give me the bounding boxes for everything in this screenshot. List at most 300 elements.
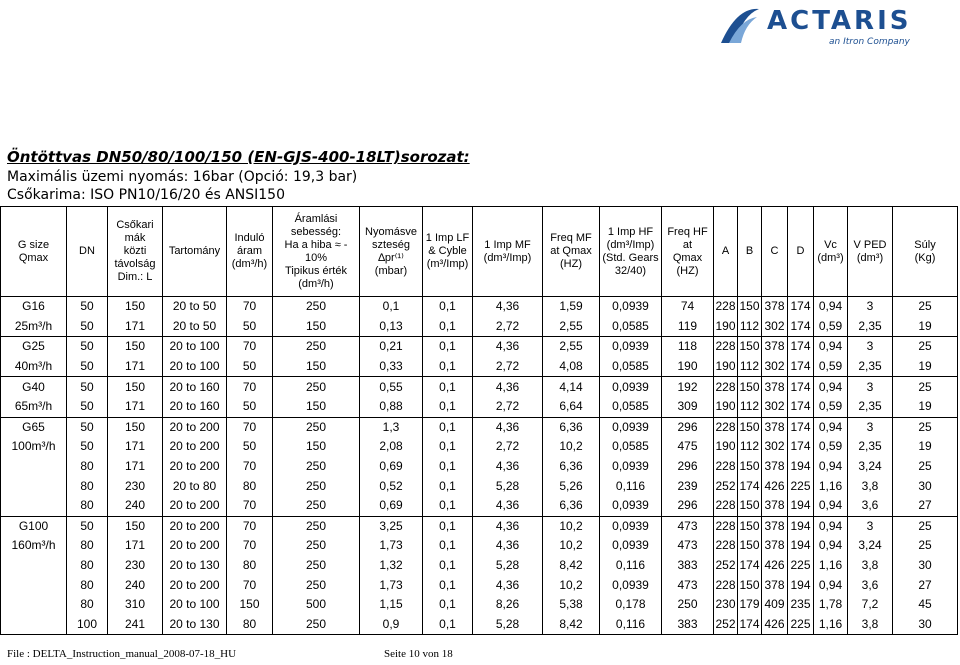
table-cell: 302: [762, 317, 788, 337]
table-cell: 302: [762, 437, 788, 457]
table-cell: 0,1: [423, 357, 473, 377]
table-cell: 228: [714, 417, 738, 437]
table-cell: 2,35: [848, 357, 893, 377]
table-cell: 0,59: [814, 397, 848, 417]
table-row: [1, 357, 958, 377]
table-cell: 0,1: [423, 417, 473, 437]
table-cell: 171: [108, 536, 163, 556]
qmax-label: 40m³/h: [1, 357, 67, 377]
g-size-label: G16: [1, 297, 67, 317]
table-cell: 50: [67, 437, 108, 457]
table-cell: 0,94: [814, 536, 848, 556]
table-cell: 112: [738, 397, 762, 417]
table-cell: 0,0939: [600, 575, 662, 595]
table-cell: 70: [227, 536, 273, 556]
table-cell: 5,26: [543, 476, 600, 496]
table-cell: 378: [762, 377, 788, 397]
table-cell: 0,116: [600, 476, 662, 496]
table-cell: 20 to 160: [163, 397, 227, 417]
table-cell: 20 to 200: [163, 417, 227, 437]
table-cell: 174: [788, 297, 814, 317]
table-cell: 20 to 50: [163, 297, 227, 317]
table-cell: 473: [662, 575, 714, 595]
g-size-label: G25: [1, 337, 67, 357]
table-cell: 174: [738, 615, 762, 635]
table-cell: 4,36: [473, 457, 543, 477]
g-size-cell: [1, 595, 67, 615]
table-cell: 0,0939: [600, 297, 662, 317]
table-cell: 70: [227, 297, 273, 317]
table-cell: 378: [762, 496, 788, 516]
table-cell: 20 to 130: [163, 556, 227, 576]
table-cell: 0,88: [360, 397, 423, 417]
table-cell: 50: [67, 417, 108, 437]
table-cell: 6,64: [543, 397, 600, 417]
footer-page-number: Seite 10 von 18: [384, 648, 453, 660]
table-cell: 174: [788, 437, 814, 457]
table-cell: 0,9: [360, 615, 423, 635]
table-cell: 250: [273, 496, 360, 516]
qmax-label: 65m³/h: [1, 397, 67, 417]
table-cell: 20 to 80: [163, 476, 227, 496]
g-size-label: G65: [1, 417, 67, 437]
table-cell: 20 to 200: [163, 536, 227, 556]
column-header: 1 Imp LF & Cyble (m³/Imp): [423, 207, 473, 297]
table-cell: 20 to 200: [163, 437, 227, 457]
table-cell: 194: [788, 496, 814, 516]
table-cell: 0,1: [423, 595, 473, 615]
table-cell: 0,52: [360, 476, 423, 496]
table-cell: 252: [714, 556, 738, 576]
table-cell: 383: [662, 615, 714, 635]
table-cell: 25: [893, 536, 958, 556]
table-cell: 250: [273, 457, 360, 477]
table-cell: 50: [227, 397, 273, 417]
table-cell: 27: [893, 496, 958, 516]
table-cell: 150: [738, 337, 762, 357]
table-cell: 3: [848, 377, 893, 397]
table-cell: 150: [108, 377, 163, 397]
table-cell: 150: [108, 516, 163, 536]
table-cell: 500: [273, 595, 360, 615]
table-cell: 250: [273, 417, 360, 437]
table-cell: 1,73: [360, 536, 423, 556]
table-cell: 174: [788, 397, 814, 417]
table-cell: 174: [738, 476, 762, 496]
table-cell: 3: [848, 417, 893, 437]
table-cell: 80: [227, 556, 273, 576]
table-cell: 0,1: [423, 575, 473, 595]
table-cell: 6,36: [543, 457, 600, 477]
table-row: [1, 417, 958, 437]
table-row: [1, 377, 958, 397]
table-cell: 0,94: [814, 496, 848, 516]
column-header: 1 Imp HF (dm³/Imp) (Std. Gears 32/40): [600, 207, 662, 297]
table-cell: 190: [714, 357, 738, 377]
table-cell: 0,1: [423, 476, 473, 496]
table-cell: 225: [788, 476, 814, 496]
footer-file: File : DELTA_Instruction_manual_2008-07-18_HU: [7, 648, 237, 660]
table-cell: 0,0939: [600, 417, 662, 437]
table-cell: 225: [788, 615, 814, 635]
table-cell: 10,2: [543, 437, 600, 457]
table-cell: 25: [893, 337, 958, 357]
table-cell: 235: [788, 595, 814, 615]
table-cell: 0,1: [423, 457, 473, 477]
table-cell: 426: [762, 615, 788, 635]
table-header-row: [1, 207, 958, 297]
table-row: [1, 595, 958, 615]
table-cell: 0,0585: [600, 317, 662, 337]
column-header: A: [714, 207, 738, 297]
table-cell: 20 to 50: [163, 317, 227, 337]
table-cell: 80: [67, 595, 108, 615]
table-cell: 473: [662, 516, 714, 536]
column-header: B: [738, 207, 762, 297]
table-cell: 190: [662, 357, 714, 377]
table-cell: 0,0585: [600, 357, 662, 377]
table-cell: 80: [67, 536, 108, 556]
table-cell: 0,33: [360, 357, 423, 377]
table-cell: 3: [848, 337, 893, 357]
table-cell: 70: [227, 457, 273, 477]
table-cell: 0,1: [423, 317, 473, 337]
table-cell: 174: [788, 377, 814, 397]
g-size-label: G40: [1, 377, 67, 397]
table-cell: 3,24: [848, 457, 893, 477]
table-cell: 25: [893, 417, 958, 437]
table-cell: 6,36: [543, 496, 600, 516]
table-cell: 240: [108, 575, 163, 595]
table-cell: 1,15: [360, 595, 423, 615]
column-header: 1 Imp MF (dm³/Imp): [473, 207, 543, 297]
table-cell: 296: [662, 417, 714, 437]
table-cell: 174: [738, 556, 762, 576]
column-header: Áramlási sebesség: Ha a hiba ≈ - 10% Tipikus érték (dm³/h): [273, 207, 360, 297]
table-row: [1, 575, 958, 595]
table-cell: 2,72: [473, 437, 543, 457]
table-cell: 4,36: [473, 496, 543, 516]
g-size-cell: [1, 615, 67, 635]
table-cell: 119: [662, 317, 714, 337]
table-cell: 1,16: [814, 556, 848, 576]
table-cell: 250: [273, 575, 360, 595]
table-cell: 50: [67, 337, 108, 357]
table-cell: 0,13: [360, 317, 423, 337]
table-cell: 171: [108, 457, 163, 477]
table-cell: 150: [738, 575, 762, 595]
table-cell: 50: [67, 516, 108, 536]
table-cell: 228: [714, 575, 738, 595]
table-cell: 4,36: [473, 575, 543, 595]
table-cell: 150: [108, 337, 163, 357]
table-cell: 5,28: [473, 615, 543, 635]
table-cell: 70: [227, 417, 273, 437]
table-cell: 150: [738, 496, 762, 516]
table-row: [1, 397, 958, 417]
table-cell: 10,2: [543, 575, 600, 595]
column-header: Freq HF at Qmax (HZ): [662, 207, 714, 297]
g-size-label: G100: [1, 516, 67, 536]
column-header: G size Qmax: [1, 207, 67, 297]
table-cell: 378: [762, 575, 788, 595]
table-cell: 150: [273, 357, 360, 377]
table-cell: 190: [714, 437, 738, 457]
table-cell: 0,94: [814, 377, 848, 397]
table-cell: 250: [273, 337, 360, 357]
column-header: D: [788, 207, 814, 297]
table-row: [1, 337, 958, 357]
column-header: Csőkari mák közti távolság Dim.: L: [108, 207, 163, 297]
table-cell: 250: [273, 615, 360, 635]
max-pressure-text: Maximális üzemi nyomás: 16bar (Opció: 19,3 bar): [7, 169, 358, 185]
table-row: [1, 437, 958, 457]
table-cell: 0,55: [360, 377, 423, 397]
table-cell: 0,178: [600, 595, 662, 615]
table-cell: 20 to 100: [163, 595, 227, 615]
table-cell: 150: [273, 397, 360, 417]
table-cell: 250: [273, 476, 360, 496]
table-cell: 0,0585: [600, 397, 662, 417]
table-cell: 30: [893, 556, 958, 576]
table-cell: 174: [788, 337, 814, 357]
table-cell: 0,69: [360, 496, 423, 516]
table-cell: 50: [67, 317, 108, 337]
table-cell: 5,28: [473, 476, 543, 496]
table-cell: 25: [893, 457, 958, 477]
table-cell: 378: [762, 337, 788, 357]
table-cell: 50: [67, 297, 108, 317]
table-cell: 0,1: [423, 337, 473, 357]
table-cell: 409: [762, 595, 788, 615]
table-cell: 0,0939: [600, 496, 662, 516]
table-cell: 228: [714, 337, 738, 357]
table-cell: 0,0939: [600, 377, 662, 397]
table-cell: 225: [788, 556, 814, 576]
table-cell: 0,94: [814, 516, 848, 536]
table-row: [1, 297, 958, 317]
table-cell: 171: [108, 397, 163, 417]
table-cell: 4,36: [473, 297, 543, 317]
table-cell: 0,1: [423, 496, 473, 516]
table-cell: 4,36: [473, 337, 543, 357]
table-cell: 80: [67, 496, 108, 516]
table-cell: 239: [662, 476, 714, 496]
g-size-cell: [1, 575, 67, 595]
table-cell: 309: [662, 397, 714, 417]
table-cell: 2,08: [360, 437, 423, 457]
table-cell: 0,0939: [600, 516, 662, 536]
column-header: Nyomásve szteség ∆pr⁽¹⁾ (mbar): [360, 207, 423, 297]
table-cell: 20 to 100: [163, 357, 227, 377]
table-cell: 112: [738, 357, 762, 377]
table-cell: 50: [67, 377, 108, 397]
table-cell: 112: [738, 437, 762, 457]
table-cell: 179: [738, 595, 762, 615]
table-cell: 0,1: [423, 536, 473, 556]
table-cell: 150: [738, 417, 762, 437]
table-cell: 310: [108, 595, 163, 615]
table-row: [1, 457, 958, 477]
table-cell: 30: [893, 476, 958, 496]
column-header: DN: [67, 207, 108, 297]
table-cell: 190: [714, 397, 738, 417]
table-cell: 228: [714, 377, 738, 397]
column-header: Freq MF at Qmax (HZ): [543, 207, 600, 297]
table-cell: 20 to 200: [163, 457, 227, 477]
table-cell: 174: [788, 317, 814, 337]
g-size-cell: [1, 556, 67, 576]
table-cell: 3,6: [848, 575, 893, 595]
g-size-cell: [1, 457, 67, 477]
table-cell: 20 to 100: [163, 337, 227, 357]
table-cell: 194: [788, 575, 814, 595]
table-cell: 0,94: [814, 457, 848, 477]
table-cell: 1,16: [814, 615, 848, 635]
table-cell: 230: [108, 556, 163, 576]
section-title: Öntöttvas DN50/80/100/150 (EN-GJS-400-18LT)sorozat:: [7, 148, 470, 166]
column-header: Vc (dm³): [814, 207, 848, 297]
table-cell: 150: [108, 297, 163, 317]
table-row: [1, 496, 958, 516]
table-cell: 383: [662, 556, 714, 576]
table-cell: 378: [762, 457, 788, 477]
table-cell: 6,36: [543, 417, 600, 437]
table-row: [1, 615, 958, 635]
table-cell: 1,32: [360, 556, 423, 576]
table-row: [1, 536, 958, 556]
qmax-label: 100m³/h: [1, 437, 67, 457]
table-cell: 174: [788, 417, 814, 437]
logo-wordmark: ACTARIS: [767, 6, 912, 36]
table-cell: 0,69: [360, 457, 423, 477]
table-cell: 0,1: [360, 297, 423, 317]
table-cell: 240: [108, 496, 163, 516]
table-cell: 241: [108, 615, 163, 635]
table-cell: 0,1: [423, 397, 473, 417]
table-cell: 3: [848, 516, 893, 536]
table-cell: 20 to 200: [163, 516, 227, 536]
g-size-cell: [1, 476, 67, 496]
table-cell: 70: [227, 496, 273, 516]
table-cell: 0,1: [423, 556, 473, 576]
table-cell: 50: [227, 317, 273, 337]
table-cell: 250: [273, 516, 360, 536]
table-cell: 2,35: [848, 437, 893, 457]
table-cell: 19: [893, 357, 958, 377]
table-cell: 2,55: [543, 317, 600, 337]
table-cell: 378: [762, 417, 788, 437]
table-cell: 3,8: [848, 556, 893, 576]
logo-tagline: an Itron Company: [829, 37, 910, 47]
table-cell: 174: [788, 357, 814, 377]
table-cell: 0,0585: [600, 437, 662, 457]
table-cell: 20 to 200: [163, 496, 227, 516]
table-cell: 1,73: [360, 575, 423, 595]
table-cell: 112: [738, 317, 762, 337]
table-cell: 192: [662, 377, 714, 397]
table-cell: 7,2: [848, 595, 893, 615]
table-cell: 4,36: [473, 516, 543, 536]
column-header: C: [762, 207, 788, 297]
table-cell: 250: [273, 536, 360, 556]
table-cell: 80: [67, 476, 108, 496]
table-cell: 80: [67, 457, 108, 477]
table-cell: 475: [662, 437, 714, 457]
table-row: [1, 476, 958, 496]
table-cell: 5,38: [543, 595, 600, 615]
table-cell: 19: [893, 397, 958, 417]
table-cell: 50: [227, 357, 273, 377]
table-cell: 10,2: [543, 536, 600, 556]
table-cell: 228: [714, 297, 738, 317]
table-cell: 230: [714, 595, 738, 615]
table-cell: 2,55: [543, 337, 600, 357]
table-cell: 3,8: [848, 476, 893, 496]
flange-text: Csőkarima: ISO PN10/16/20 és ANSI150: [7, 187, 285, 203]
table-cell: 426: [762, 556, 788, 576]
table-cell: 3,6: [848, 496, 893, 516]
table-cell: 150: [738, 516, 762, 536]
table-cell: 2,72: [473, 397, 543, 417]
table-cell: 74: [662, 297, 714, 317]
table-cell: 20 to 160: [163, 377, 227, 397]
column-header: Induló áram (dm³/h): [227, 207, 273, 297]
table-cell: 150: [273, 317, 360, 337]
table-cell: 50: [227, 437, 273, 457]
table-cell: 80: [67, 575, 108, 595]
table-cell: 19: [893, 317, 958, 337]
table-cell: 230: [108, 476, 163, 496]
table-cell: 190: [714, 317, 738, 337]
table-cell: 70: [227, 575, 273, 595]
table-cell: 194: [788, 457, 814, 477]
table-cell: 45: [893, 595, 958, 615]
table-cell: 3,8: [848, 615, 893, 635]
table-cell: 30: [893, 615, 958, 635]
table-cell: 228: [714, 536, 738, 556]
table-cell: 118: [662, 337, 714, 357]
table-cell: 302: [762, 357, 788, 377]
qmax-label: 25m³/h: [1, 317, 67, 337]
table-cell: 378: [762, 536, 788, 556]
table-cell: 4,36: [473, 417, 543, 437]
spec-table: [0, 206, 958, 635]
table-cell: 4,08: [543, 357, 600, 377]
table-cell: 0,94: [814, 337, 848, 357]
table-cell: 1,59: [543, 297, 600, 317]
table-cell: 50: [67, 357, 108, 377]
table-cell: 1,3: [360, 417, 423, 437]
table-cell: 250: [273, 297, 360, 317]
table-cell: 0,1: [423, 377, 473, 397]
table-row: [1, 317, 958, 337]
table-cell: 1,16: [814, 476, 848, 496]
actaris-logo: [717, 3, 945, 53]
table-cell: 25: [893, 297, 958, 317]
table-cell: 0,94: [814, 297, 848, 317]
table-cell: 0,59: [814, 437, 848, 457]
table-row: [1, 556, 958, 576]
table-cell: 194: [788, 536, 814, 556]
table-cell: 20 to 130: [163, 615, 227, 635]
table-cell: 250: [662, 595, 714, 615]
table-cell: 50: [67, 397, 108, 417]
table-cell: 250: [273, 377, 360, 397]
table-cell: 80: [227, 615, 273, 635]
table-cell: 302: [762, 397, 788, 417]
table-cell: 0,59: [814, 317, 848, 337]
